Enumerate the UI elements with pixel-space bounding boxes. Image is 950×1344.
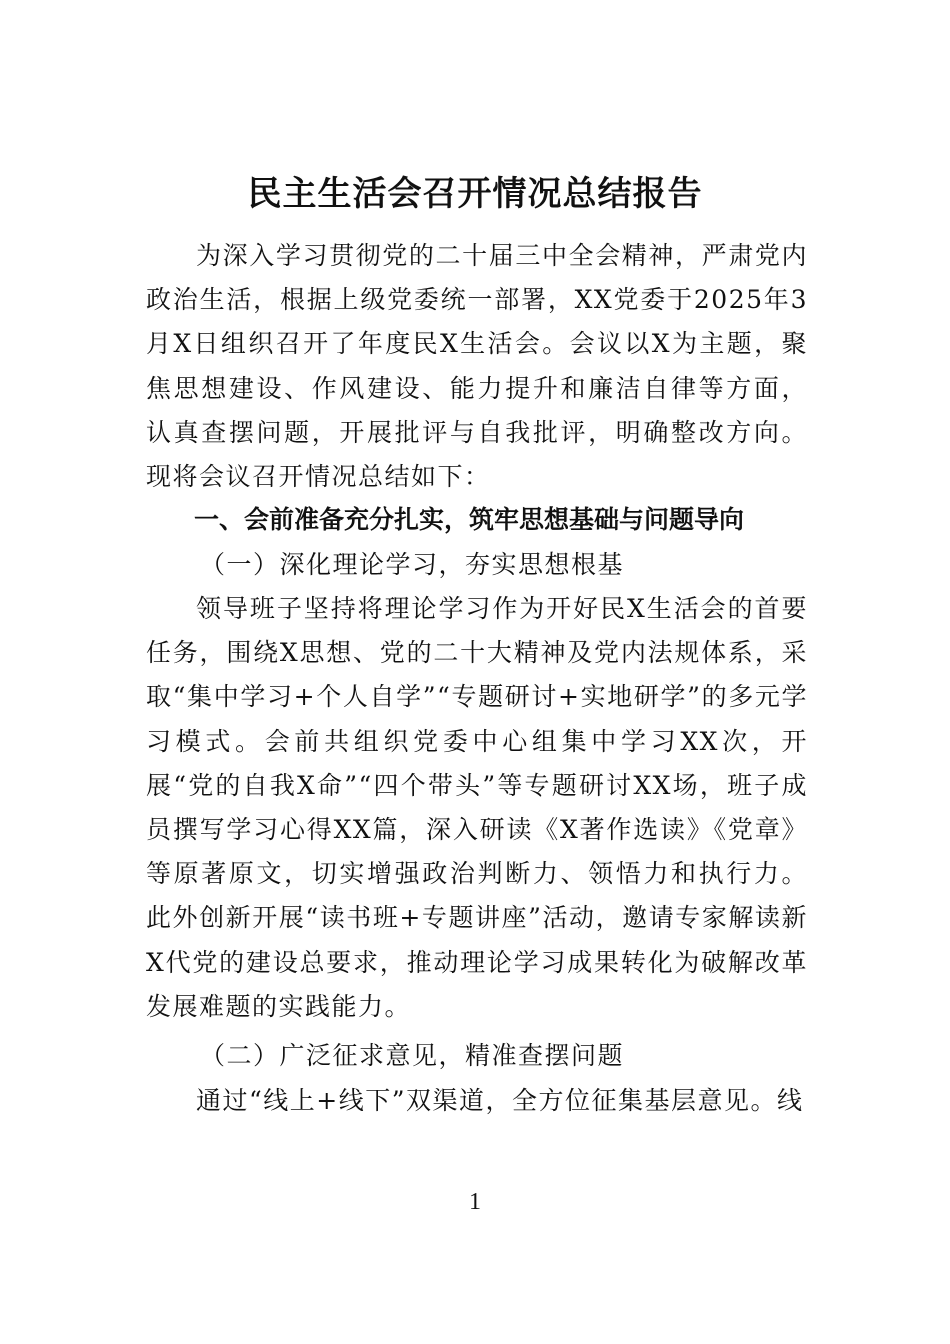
- subsection-1-body-block: [146, 587, 808, 1029]
- subsection-2-heading: （二）广泛征求意见，精准查摆问题: [200, 1041, 625, 1070]
- intro-paragraph-block: [146, 234, 808, 499]
- intro-paragraph: 为深入学习贯彻党的二十届三中全会精神，严肃党内政治生活，根据上级党委统一部署，XX党委于2025年3月X日组织召开了年度民X生活会。会议以X为主题，聚焦思想建设、作风建设、能力提升和廉洁自律等方面，认真查摆问题，开展批评与自我批评，明确整改方向。现将会议召开情况总结如下：: [146, 241, 808, 492]
- subsection-2-body-block: [146, 1079, 808, 1123]
- subsection-1-heading: （一）深化理论学习，夯实思想根基: [200, 550, 625, 579]
- subsection-2-body: 通过“线上+线下”双渠道，全方位征集基层意见。线: [196, 1086, 804, 1115]
- document-title: 民主生活会召开情况总结报告: [247, 174, 703, 214]
- subsection-1-body: 领导班子坚持将理论学习作为开好民X生活会的首要任务，围绕X思想、党的二十大精神及党内法规体系，采取“集中学习+个人自学”“专题研讨+实地研学”的多元学习模式。会前共组织党委中心组集中学习XX次，开展“党的自我X命”“四个带头”等专题研讨XX场，班子成员撰写学习心得XX篇，深入研读《X著作选读》《党章》等原著原文，切实增强政治判断力、领悟力和执行力。此外创新开展“读书班+专题讲座”活动，邀请专家解读新X代党的建设总要求，推动理论学习成果转化为破解改革发展难题的实践能力。: [146, 594, 808, 1021]
- page-number: 1: [469, 1189, 481, 1215]
- section-1-heading: 一、会前准备充分扎实，筑牢思想基础与问题导向: [194, 505, 745, 534]
